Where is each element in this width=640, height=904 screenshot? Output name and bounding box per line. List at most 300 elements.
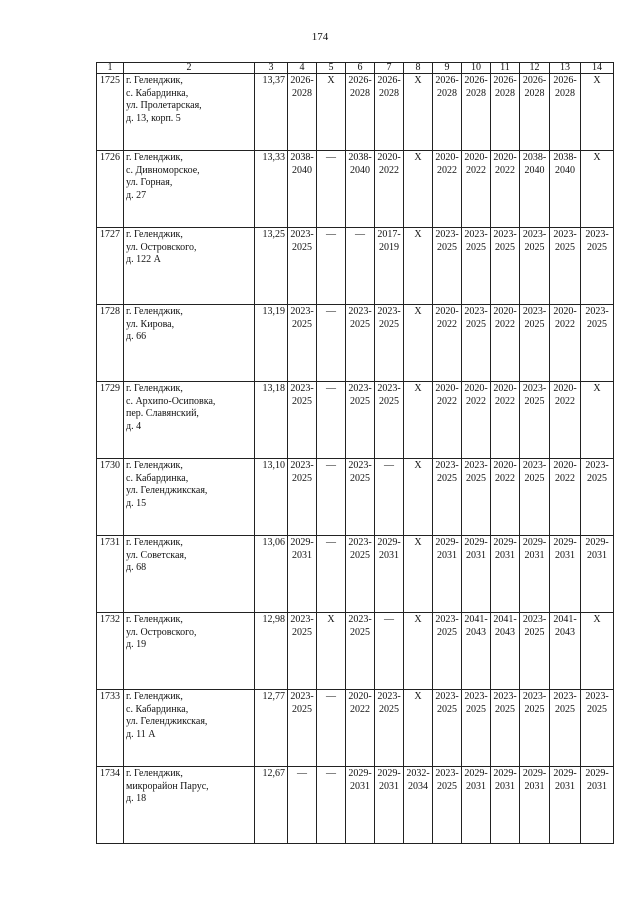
- period-line: —: [326, 152, 336, 163]
- period-line: 2025: [524, 241, 545, 253]
- period-cell: [404, 151, 433, 228]
- period-line: 2043: [495, 626, 515, 638]
- period-line: 2022: [495, 395, 515, 407]
- period-line: Х: [414, 75, 422, 86]
- address-line: д. 68: [126, 562, 147, 573]
- period-line: 2038-: [553, 152, 577, 163]
- period-line: 2041-: [464, 614, 488, 625]
- period-cell: [462, 74, 491, 151]
- period-line: —: [355, 229, 365, 240]
- column-number: 9: [433, 63, 462, 74]
- period-line: 2017-: [377, 229, 401, 240]
- period-cell: [433, 536, 462, 613]
- period-line: 2025: [495, 703, 515, 715]
- period-line: 2025: [292, 703, 312, 715]
- period-cell: [346, 228, 375, 305]
- period-line: 2023-: [290, 691, 314, 702]
- address-cell: [124, 459, 255, 536]
- table-row: [97, 151, 614, 228]
- period-line: 2023-: [522, 614, 547, 625]
- period-cell: [550, 767, 581, 844]
- address-line: ул. Островского,: [126, 626, 197, 638]
- period-line: 2029-: [493, 537, 517, 548]
- period-cell: [288, 151, 317, 228]
- column-number: 6: [346, 63, 375, 74]
- period-line: —: [326, 460, 336, 471]
- period-line: 2023-: [553, 691, 577, 702]
- period-line: 2023-: [493, 229, 517, 240]
- period-line: Х: [593, 152, 601, 163]
- period-line: 2031: [350, 780, 370, 792]
- period-cell: [375, 767, 404, 844]
- column-number: 1: [97, 63, 124, 74]
- period-line: 2025: [292, 626, 312, 638]
- period-line: 2025: [292, 318, 312, 330]
- period-line: 2022: [466, 395, 486, 407]
- period-line: 2031: [495, 780, 515, 792]
- period-line: 2031: [524, 549, 545, 561]
- period-line: 2029-: [464, 537, 488, 548]
- period-line: 2031: [292, 549, 312, 561]
- period-cell: [433, 305, 462, 382]
- period-line: 2026-: [377, 75, 401, 86]
- column-number: 7: [375, 63, 404, 74]
- period-line: 2031: [587, 549, 607, 561]
- period-line: 2023-: [522, 229, 547, 240]
- period-line: Х: [414, 229, 422, 240]
- address-line: г. Геленджик,: [126, 614, 183, 625]
- period-cell: [491, 228, 520, 305]
- period-line: Х: [593, 75, 601, 86]
- period-line: 2031: [379, 549, 399, 561]
- period-line: 2023-: [464, 306, 488, 317]
- address-line: г. Геленджик,: [126, 229, 183, 240]
- period-line: 2041-: [493, 614, 517, 625]
- period-cell: [462, 536, 491, 613]
- period-line: 2023-: [377, 306, 401, 317]
- period-cell: [550, 536, 581, 613]
- record-number-cell: 1726: [97, 151, 124, 228]
- period-cell: [375, 382, 404, 459]
- period-cell: [288, 228, 317, 305]
- period-line: 2031: [466, 549, 486, 561]
- period-line: —: [326, 229, 336, 240]
- period-line: 2025: [437, 241, 457, 253]
- period-cell: [404, 382, 433, 459]
- period-line: Х: [593, 383, 601, 394]
- period-cell: [375, 690, 404, 767]
- address-cell: [124, 305, 255, 382]
- period-line: 2040: [350, 164, 370, 176]
- period-cell: [288, 305, 317, 382]
- period-line: 2043: [555, 626, 575, 638]
- period-cell: [550, 613, 581, 690]
- period-line: 2023-: [585, 691, 609, 702]
- period-cell: [520, 74, 550, 151]
- period-line: 2025: [587, 318, 607, 330]
- period-cell: [462, 228, 491, 305]
- address-line: с. Кабардинка,: [126, 472, 189, 484]
- period-line: 2043: [466, 626, 486, 638]
- table-row: [97, 228, 614, 305]
- period-cell: [375, 613, 404, 690]
- period-line: 2029-: [290, 537, 314, 548]
- period-line: 2023-: [290, 614, 314, 625]
- period-cell: [375, 305, 404, 382]
- period-line: 2022: [437, 318, 457, 330]
- period-line: 2026-: [493, 75, 517, 86]
- period-line: —: [326, 383, 336, 394]
- period-cell: [375, 74, 404, 151]
- period-line: 2034: [408, 780, 428, 792]
- period-cell: [491, 536, 520, 613]
- period-line: 2020-: [435, 306, 459, 317]
- period-line: 2019: [379, 241, 399, 253]
- address-line: д. 122 А: [126, 254, 161, 265]
- period-line: 2025: [587, 472, 607, 484]
- address-line: г. Геленджик,: [126, 306, 183, 317]
- period-cell: [462, 305, 491, 382]
- address-line: д. 19: [126, 639, 147, 650]
- period-line: 2025: [587, 241, 607, 253]
- table-row: [97, 767, 614, 844]
- period-line: 2025: [466, 318, 486, 330]
- period-cell: [346, 536, 375, 613]
- period-line: 2023-: [290, 306, 314, 317]
- period-line: 2026-: [522, 75, 547, 86]
- period-line: 2028: [379, 87, 399, 99]
- period-cell: [375, 151, 404, 228]
- value-cell: 13,18: [255, 382, 288, 459]
- address-line: г. Геленджик,: [126, 75, 183, 86]
- period-line: 2031: [524, 780, 545, 792]
- period-line: 2026-: [290, 75, 314, 86]
- address-line: с. Кабардинка,: [126, 703, 189, 715]
- column-number: 2: [124, 63, 255, 74]
- period-line: 2022: [466, 164, 486, 176]
- period-line: 2025: [292, 472, 312, 484]
- period-cell: [317, 690, 346, 767]
- value-cell: 13,25: [255, 228, 288, 305]
- period-line: 2029-: [553, 537, 577, 548]
- period-line: 2022: [437, 395, 457, 407]
- period-line: 2023-: [585, 460, 609, 471]
- period-cell: [581, 151, 614, 228]
- period-cell: [375, 459, 404, 536]
- period-line: 2020-: [493, 152, 517, 163]
- period-line: 2028: [466, 87, 486, 99]
- period-line: 2031: [495, 549, 515, 561]
- address-cell: [124, 536, 255, 613]
- column-number: 3: [255, 63, 288, 74]
- period-line: 2020-: [553, 306, 577, 317]
- period-line: 2020-: [493, 383, 517, 394]
- address-line: ул. Советская,: [126, 549, 187, 561]
- period-line: 2020-: [553, 460, 577, 471]
- record-number-cell: 1734: [97, 767, 124, 844]
- period-cell: [404, 74, 433, 151]
- period-line: 2020-: [493, 306, 517, 317]
- period-line: 2025: [524, 395, 545, 407]
- period-line: 2023-: [377, 691, 401, 702]
- period-cell: [346, 613, 375, 690]
- period-cell: [346, 690, 375, 767]
- period-line: 2028: [437, 87, 457, 99]
- period-cell: [462, 690, 491, 767]
- period-cell: [520, 305, 550, 382]
- period-cell: [288, 767, 317, 844]
- period-line: 2025: [350, 395, 370, 407]
- period-line: —: [384, 460, 394, 471]
- period-line: 2031: [555, 549, 575, 561]
- period-cell: [317, 767, 346, 844]
- period-line: 2023-: [522, 306, 547, 317]
- period-line: 2025: [437, 626, 457, 638]
- period-cell: [404, 767, 433, 844]
- period-cell: [462, 151, 491, 228]
- period-cell: [520, 536, 550, 613]
- period-line: 2023-: [348, 537, 372, 548]
- period-cell: [581, 690, 614, 767]
- address-cell: [124, 228, 255, 305]
- period-cell: [404, 536, 433, 613]
- period-line: 2028: [350, 87, 370, 99]
- period-line: 2029-: [522, 768, 547, 779]
- period-line: 2040: [292, 164, 312, 176]
- address-line: д. 13, корп. 5: [126, 112, 181, 124]
- period-cell: [491, 74, 520, 151]
- period-line: —: [326, 691, 336, 702]
- period-line: —: [326, 768, 336, 779]
- record-number-cell: 1731: [97, 536, 124, 613]
- period-line: 2029-: [435, 537, 459, 548]
- period-cell: [550, 74, 581, 151]
- address-line: д. 18: [126, 793, 147, 804]
- period-line: 2029-: [585, 768, 609, 779]
- period-line: 2029-: [464, 768, 488, 779]
- period-line: 2025: [437, 780, 457, 792]
- period-cell: [581, 536, 614, 613]
- period-line: 2025: [350, 318, 370, 330]
- period-line: 2023-: [553, 229, 577, 240]
- period-line: 2026-: [348, 75, 372, 86]
- period-line: 2022: [555, 318, 575, 330]
- column-number: 12: [520, 63, 550, 74]
- period-line: 2029-: [522, 537, 547, 548]
- period-line: 2020-: [435, 383, 459, 394]
- period-line: 2025: [350, 626, 370, 638]
- period-cell: [433, 459, 462, 536]
- period-line: 2022: [495, 164, 515, 176]
- period-cell: [288, 459, 317, 536]
- period-line: Х: [593, 614, 601, 625]
- address-cell: [124, 767, 255, 844]
- record-number-cell: 1727: [97, 228, 124, 305]
- value-cell: 13,06: [255, 536, 288, 613]
- address-line: г. Геленджик,: [126, 691, 183, 702]
- period-line: 2022: [379, 164, 399, 176]
- period-line: Х: [414, 306, 422, 317]
- period-line: —: [326, 537, 336, 548]
- period-cell: [433, 767, 462, 844]
- period-cell: [491, 459, 520, 536]
- period-line: 2040: [555, 164, 575, 176]
- address-cell: [124, 74, 255, 151]
- column-number: 5: [317, 63, 346, 74]
- period-cell: [462, 767, 491, 844]
- record-number-cell: 1732: [97, 613, 124, 690]
- value-cell: 13,10: [255, 459, 288, 536]
- period-cell: [433, 382, 462, 459]
- period-cell: [520, 690, 550, 767]
- period-cell: [317, 151, 346, 228]
- period-cell: [491, 613, 520, 690]
- address-line: г. Геленджик,: [126, 537, 183, 548]
- address-line: г. Геленджик,: [126, 383, 183, 394]
- period-cell: [346, 74, 375, 151]
- period-line: 2025: [437, 703, 457, 715]
- period-line: 2022: [350, 703, 370, 715]
- period-line: 2029-: [493, 768, 517, 779]
- period-line: 2023-: [290, 383, 314, 394]
- period-cell: [346, 151, 375, 228]
- value-cell: 13,33: [255, 151, 288, 228]
- address-line: ул. Пролетарская,: [126, 100, 202, 111]
- period-line: 2020-: [348, 691, 372, 702]
- period-cell: [433, 690, 462, 767]
- value-cell: 13,37: [255, 74, 288, 151]
- record-number-cell: 1725: [97, 74, 124, 151]
- period-line: 2025: [466, 703, 486, 715]
- period-line: 2025: [292, 395, 312, 407]
- column-number: 10: [462, 63, 491, 74]
- address-line: ул. Кирова,: [126, 318, 175, 330]
- address-line: ул. Горная,: [126, 177, 173, 188]
- period-cell: [288, 74, 317, 151]
- column-number: 4: [288, 63, 317, 74]
- period-cell: [491, 151, 520, 228]
- period-line: 2020-: [493, 460, 517, 471]
- period-line: 2025: [437, 472, 457, 484]
- address-cell: [124, 151, 255, 228]
- period-line: 2038-: [522, 152, 547, 163]
- address-line: д. 11 А: [126, 728, 156, 740]
- period-line: 2040: [524, 164, 545, 176]
- period-line: 2025: [495, 241, 515, 253]
- period-line: 2023-: [435, 460, 459, 471]
- period-line: 2026-: [435, 75, 459, 86]
- period-cell: [404, 690, 433, 767]
- value-cell: 12,77: [255, 690, 288, 767]
- period-cell: [433, 74, 462, 151]
- address-cell: [124, 382, 255, 459]
- period-line: 2023-: [348, 383, 372, 394]
- period-cell: [581, 767, 614, 844]
- table-row: [97, 382, 614, 459]
- period-cell: [375, 228, 404, 305]
- period-line: Х: [414, 537, 422, 548]
- period-line: 2025: [466, 472, 486, 484]
- period-line: —: [326, 306, 336, 317]
- table-row: [97, 613, 614, 690]
- period-cell: [317, 382, 346, 459]
- period-line: 2025: [555, 703, 575, 715]
- period-cell: [317, 228, 346, 305]
- period-line: 2025: [555, 241, 575, 253]
- period-cell: [288, 536, 317, 613]
- period-line: 2032-: [406, 768, 430, 779]
- period-cell: [491, 382, 520, 459]
- period-cell: [317, 459, 346, 536]
- period-line: 2020-: [553, 383, 577, 394]
- period-line: 2023-: [435, 691, 459, 702]
- period-line: 2020-: [464, 383, 488, 394]
- period-line: 2029-: [377, 768, 401, 779]
- period-cell: [491, 767, 520, 844]
- period-line: —: [297, 768, 307, 779]
- period-cell: [581, 74, 614, 151]
- period-cell: [346, 459, 375, 536]
- period-line: 2023-: [435, 768, 459, 779]
- table-body: [97, 63, 614, 844]
- period-line: 2023-: [348, 614, 372, 625]
- period-cell: [581, 305, 614, 382]
- period-cell: [433, 151, 462, 228]
- column-number: 8: [404, 63, 433, 74]
- period-line: 2022: [555, 395, 575, 407]
- address-cell: [124, 613, 255, 690]
- table-row: [97, 459, 614, 536]
- period-line: 2031: [555, 780, 575, 792]
- period-line: 2028: [292, 87, 312, 99]
- period-line: 2025: [292, 241, 312, 253]
- period-cell: [462, 613, 491, 690]
- column-number: 14: [581, 63, 614, 74]
- record-number-cell: 1733: [97, 690, 124, 767]
- period-line: 2023-: [435, 229, 459, 240]
- period-cell: [520, 613, 550, 690]
- address-line: микрорайон Парус,: [126, 780, 209, 792]
- address-line: с. Архипо-Осиповка,: [126, 395, 216, 407]
- address-line: г. Геленджик,: [126, 768, 183, 779]
- period-line: 2020-: [464, 152, 488, 163]
- record-number-cell: 1728: [97, 305, 124, 382]
- period-line: 2025: [379, 703, 399, 715]
- period-line: 2028: [555, 87, 575, 99]
- address-cell: [124, 690, 255, 767]
- period-line: 2022: [437, 164, 457, 176]
- period-line: 2023-: [290, 460, 314, 471]
- period-cell: [404, 613, 433, 690]
- address-line: г. Геленджик,: [126, 460, 183, 471]
- period-line: 2023-: [348, 306, 372, 317]
- period-line: 2025: [524, 703, 545, 715]
- period-cell: [520, 151, 550, 228]
- table-row: [97, 536, 614, 613]
- period-line: 2025: [379, 318, 399, 330]
- period-line: 2023-: [522, 460, 547, 471]
- period-cell: [346, 305, 375, 382]
- housing-register-table: [96, 62, 614, 844]
- period-cell: [581, 613, 614, 690]
- period-cell: [520, 767, 550, 844]
- address-line: ул. Островского,: [126, 241, 197, 253]
- period-cell: [317, 74, 346, 151]
- period-cell: [520, 228, 550, 305]
- address-line: д. 66: [126, 331, 147, 342]
- period-cell: [491, 690, 520, 767]
- period-line: 2031: [587, 780, 607, 792]
